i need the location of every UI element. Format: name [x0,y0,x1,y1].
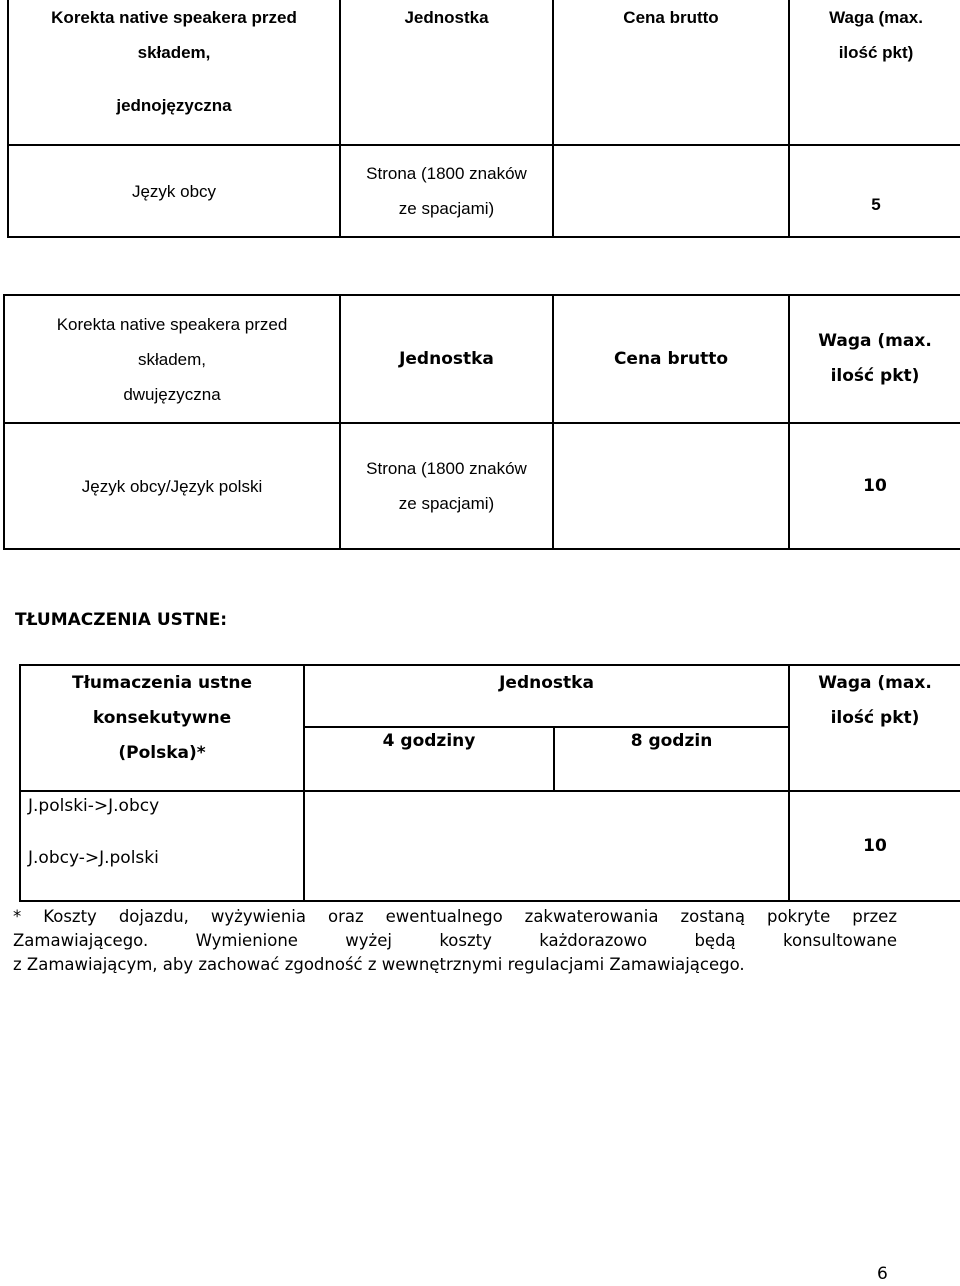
weight-value: 5 [871,195,881,214]
table-row [20,791,960,901]
weight-cell [789,791,960,901]
footnote-word: konsultowane [783,931,897,950]
header-weight-line: Waga (max. [829,8,923,27]
monolingual-proofreading-table [7,0,960,238]
price-cell[interactable] [553,423,789,549]
header-service-line: Korekta native speakera przed [56,314,288,334]
footnote-word: Koszty [43,907,97,926]
header-price: Cena brutto [623,8,719,27]
language-cell [4,423,340,549]
header-unit: Jednostka [404,8,489,27]
footnote-word: Wymienione [195,931,298,950]
direction-line: J.polski->J.obcy [28,796,160,816]
header-weight-line: ilość pkt) [830,708,920,728]
header-service-cell [20,665,304,791]
header-service-line: składem, [137,43,211,62]
header-unit-8h-cell [554,727,789,791]
header-unit-4h-cell [304,727,554,791]
footnote-word: przez [852,907,897,926]
header-service-line: Korekta native speakera przed [51,8,297,27]
header-unit-4h: 4 godziny [382,731,476,751]
bilingual-proofreading-table [3,294,960,550]
unit-cell [340,423,553,549]
header-weight-cell [789,0,960,145]
header-unit: Jednostka [399,348,494,369]
footnote-word: dojazdu, [118,907,189,926]
footnote-word: pokryte [766,907,831,926]
weight-value: 10 [863,475,887,496]
header-weight-cell [789,665,960,791]
header-weight-cell [789,295,960,423]
footnote-word: wyżej [345,931,392,950]
header-weight-line: Waga (max. [818,673,932,693]
unit-cell [340,145,553,237]
footnote-word: będą [694,931,736,950]
unit-line: Strona (1800 znaków [366,459,527,478]
header-service-line: Tłumaczenia ustne [72,673,252,693]
footnote-word: Zamawiającego. [13,931,149,950]
header-service-line: składem, [137,349,207,369]
direction-cell [20,791,304,901]
header-weight-line: ilość pkt) [830,366,920,386]
header-service-line: (Polska)* [118,743,206,763]
weight-value: 10 [863,835,887,856]
weight-cell [789,423,960,549]
footnote-word: zakwaterowania [524,907,659,926]
table-header-row [8,0,960,145]
header-service-line: jednojęzyczna [116,96,232,115]
header-service-cell [8,0,340,145]
oral-translation-table [19,664,960,902]
footnote-word: każdorazowo [539,931,648,950]
header-weight-line: ilość pkt) [838,43,914,62]
language-text: Język obcy [131,181,217,201]
unit-line: ze spacjami) [398,494,495,513]
unit-line: ze spacjami) [398,199,495,218]
table-header-row [4,295,960,423]
footnote-text: z Zamawiającym, aby zachować zgodność z wewnętrznymi regulacjami Zamawiającego. [13,955,745,974]
header-service-line: dwujęzyczna [123,384,221,404]
footnote-word: koszty [439,931,492,950]
footnote-word: oraz [327,907,364,926]
direction-line: J.obcy->J.polski [28,848,159,868]
header-unit-cell [340,0,553,145]
header-price-cell [553,295,789,423]
footnote-line [13,953,897,977]
language-cell [8,145,340,237]
header-weight-line: Waga (max. [818,331,932,351]
footnote-word: ewentualnego [385,907,503,926]
page-number: 6 [877,1264,888,1284]
footnote-line [13,905,897,929]
footnote-word: * [13,907,22,926]
price-cell[interactable] [553,145,789,237]
header-unit-8h: 8 godzin [630,731,713,751]
header-unit: Jednostka [499,673,594,693]
price-cell[interactable] [304,791,789,901]
header-price: Cena brutto [613,348,729,369]
table-header-row [20,665,960,727]
header-service-line: konsekutywne [92,708,232,728]
header-unit-cell [340,295,553,423]
header-service-cell [4,295,340,423]
header-price-cell [553,0,789,145]
unit-line: Strona (1800 znaków [366,164,527,183]
language-text: Język obcy/Język polski [81,476,263,496]
table-row [4,423,960,549]
footnote [13,905,897,977]
section-title: TŁUMACZENIA USTNE: [15,610,228,630]
weight-cell [789,145,960,237]
footnote-word: wyżywienia [210,907,306,926]
table-row [8,145,960,237]
footnote-word: zostaną [680,907,745,926]
footnote-line [13,929,897,953]
header-unit-cell [304,665,789,727]
